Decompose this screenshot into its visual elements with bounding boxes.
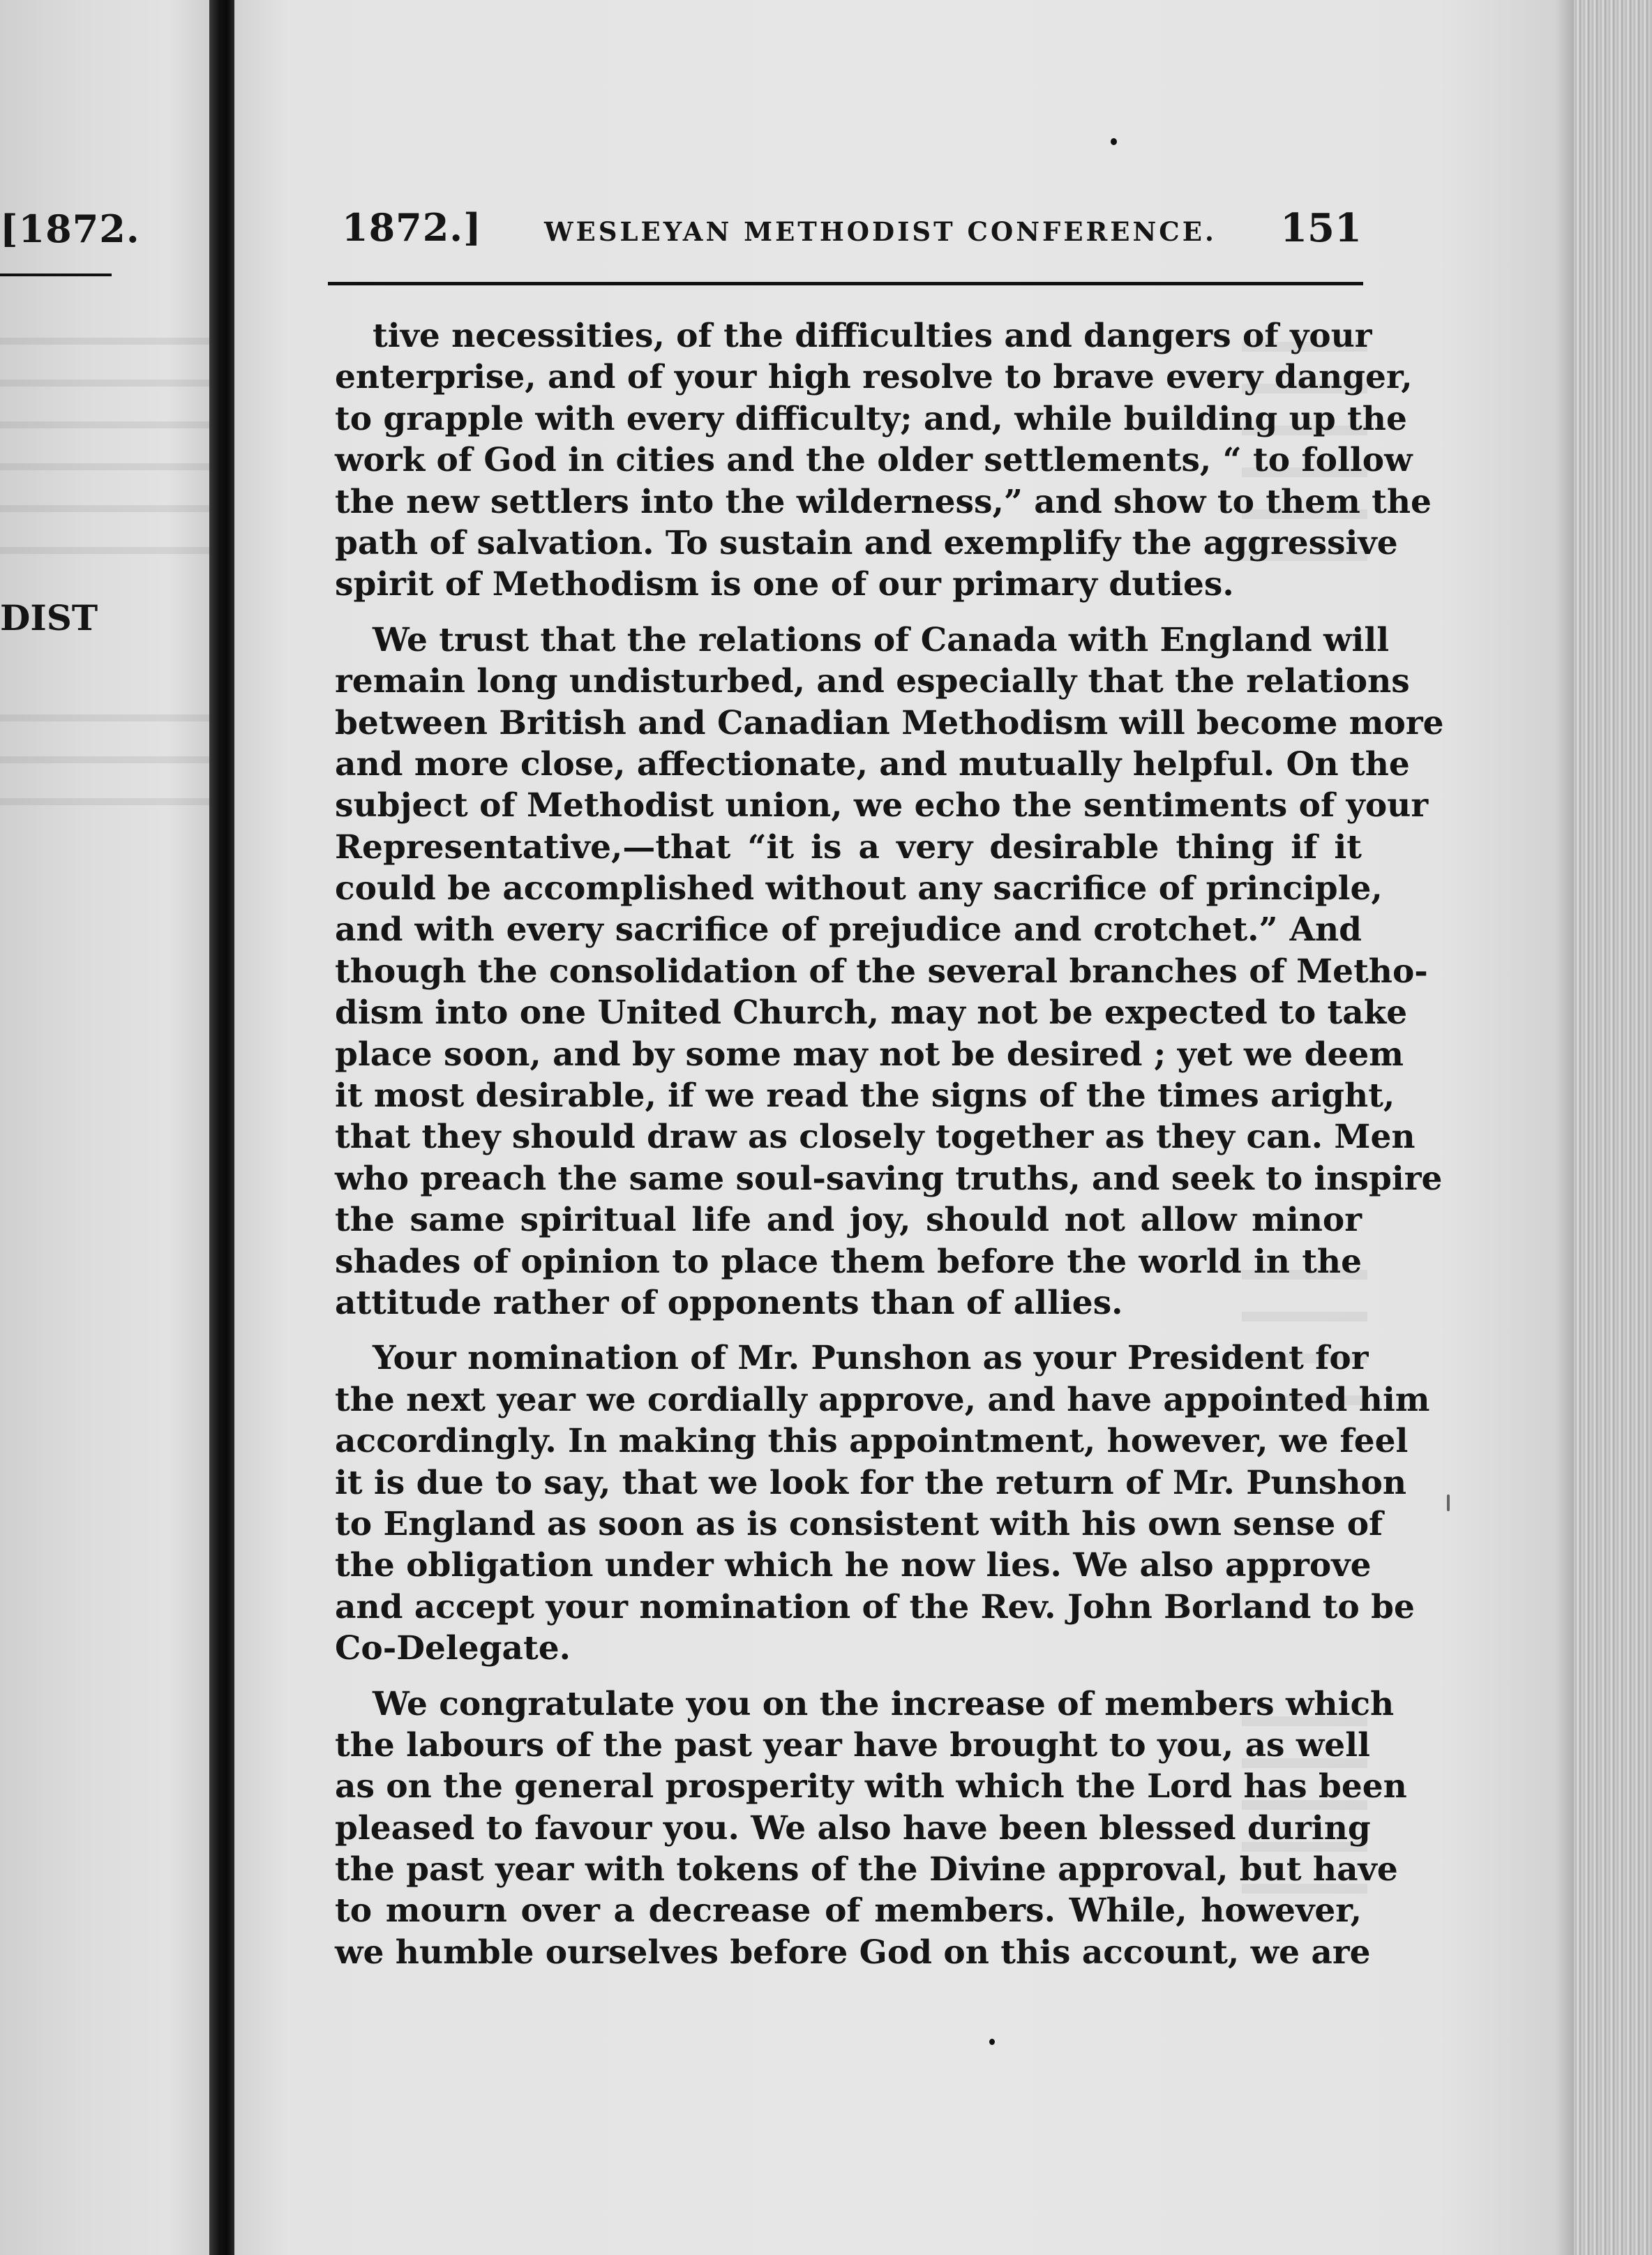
text-line: we humble ourselves before God on this account, we are — [335, 1933, 1371, 1972]
text-line: to England as soon as is consistent with his own sense of — [335, 1504, 1383, 1543]
text-line: and accept your nomination of the Rev. John Borland to be — [335, 1587, 1415, 1626]
left-page-header-year: [1872. — [0, 207, 140, 251]
text-line: it is due to say, that we look for the return of Mr. Punshon — [335, 1463, 1407, 1502]
text-line: the labours of the past year have brought to you, as well — [335, 1725, 1370, 1765]
text-line: enterprise, and of your high resolve to brave every danger, — [335, 358, 1413, 397]
text-line: it most desirable, if we read the signs of the times aright, — [335, 1077, 1395, 1116]
text-line: attitude rather of opponents than of allies. — [335, 1283, 1123, 1322]
text-line: and more close, affectionate, and mutually helpful. On the — [335, 744, 1410, 784]
text-line: We trust that the relations of Canada with England will — [373, 620, 1390, 659]
text-line: that they should draw as closely together as they can. Men — [335, 1118, 1416, 1157]
text-line: shades of opinion to place them before the world in the — [335, 1242, 1362, 1281]
header-year: 1872.] — [342, 205, 482, 250]
header-rule — [328, 282, 1363, 285]
body-text — [335, 315, 1444, 1973]
text-line: path of salvation. To sustain and exemplify the aggressive — [335, 523, 1398, 562]
print-speck — [989, 2039, 995, 2045]
header-title: WESLEYAN METHODIST CONFERENCE. — [544, 216, 1217, 247]
text-line: tive necessities, of the difficulties and dangers of your — [373, 317, 1372, 355]
text-line: spirit of Methodism is one of our primary duties. — [335, 565, 1234, 604]
text-line: remain long undisturbed, and especially that the relations — [335, 662, 1410, 701]
paragraph — [335, 315, 1432, 606]
print-speck — [1447, 1494, 1450, 1511]
text-line: the obligation under which he now lies. We also approve — [335, 1546, 1372, 1585]
text-line: Your nomination of Mr. Punshon as your President for — [373, 1339, 1369, 1378]
paragraph — [335, 1684, 1407, 1974]
paragraph — [335, 620, 1444, 1324]
print-speck — [1111, 138, 1117, 145]
text-line: to mourn over a decrease of members. While, however, — [335, 1891, 1362, 1931]
text-line: the next year we cordially approve, and have appointed him — [335, 1380, 1430, 1419]
text-line: who preach the same soul-saving truths, and seek to inspire — [335, 1159, 1443, 1198]
stacked-page-edges — [1574, 0, 1652, 2255]
bleed-through — [0, 691, 209, 837]
text-line: work of God in cities and the older settlements, “ to follow — [335, 441, 1413, 480]
text-line: pleased to favour you. We also have been blessed during — [335, 1808, 1371, 1848]
text-line: to grapple with every difficulty; and, while building up the — [335, 399, 1407, 438]
text-line: dism into one United Church, may not be expected to take — [335, 994, 1408, 1033]
text-line: the same spiritual life and joy, should not allow minor — [335, 1201, 1362, 1240]
text-line: subject of Methodist union, we echo the sentiments of your — [335, 786, 1429, 825]
left-page-section-heading: DIST — [0, 597, 98, 638]
text-line: though the consolidation of the several branches of Metho- — [335, 952, 1428, 991]
text-line: place soon, and by some may not be desired ; yet we deem — [335, 1035, 1404, 1074]
left-facing-page — [0, 0, 209, 2255]
text-line: between British and Canadian Methodism will become more — [335, 703, 1444, 742]
text-line: could be accomplished without any sacrifice of principle, — [335, 869, 1383, 908]
running-header — [342, 201, 1362, 257]
page-number: 151 — [1280, 205, 1362, 251]
left-page-header-rule — [0, 274, 112, 276]
text-line: Co-Delegate. — [335, 1629, 571, 1668]
paragraph — [335, 1338, 1430, 1669]
text-line: We congratulate you on the increase of members which — [373, 1684, 1395, 1723]
text-line: the past year with tokens of the Divine approval, but have — [335, 1850, 1398, 1889]
bleed-through — [0, 314, 209, 558]
text-line: and with every sacrifice of prejudice and crotchet.” And — [335, 911, 1362, 950]
text-line: accordingly. In making this appointment, however, we feel — [335, 1422, 1409, 1461]
text-line: the new settlers into the wilderness,” and show to them the — [335, 482, 1432, 521]
book-gutter — [209, 0, 234, 2255]
text-line: as on the general prosperity with which the Lord has been — [335, 1767, 1407, 1806]
text-line: Representative,—that “it is a very desirable thing if it — [335, 827, 1362, 867]
